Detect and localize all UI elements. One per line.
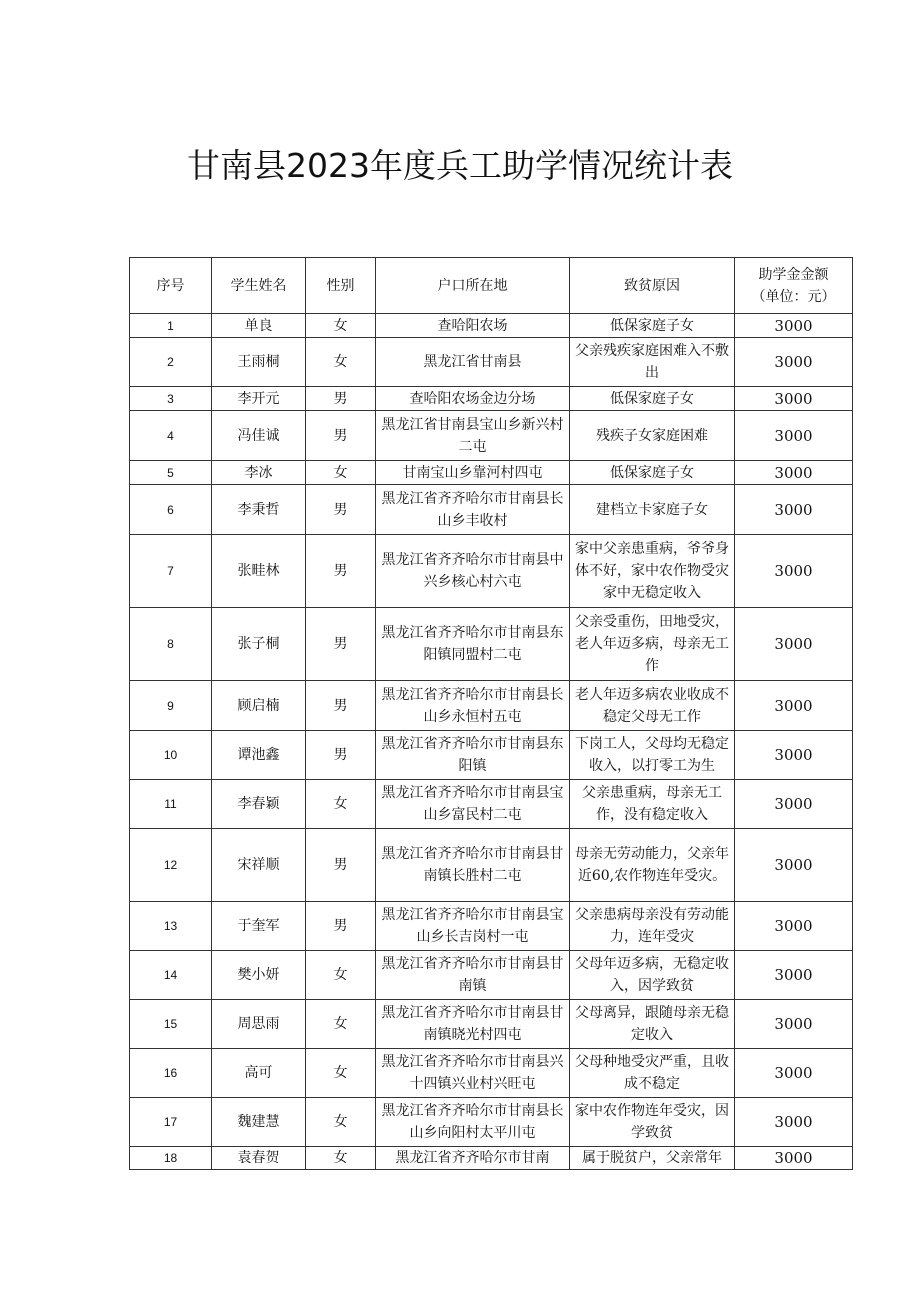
table-row	[130, 1049, 853, 1098]
row-seq: 2	[130, 338, 212, 387]
row-amount: 3000	[735, 461, 853, 485]
row-amount: 3000	[735, 829, 853, 902]
row-poverty-reason: 建档立卡家庭子女	[570, 485, 735, 535]
row-address: 黑龙江省齐齐哈尔市甘南	[376, 1147, 570, 1170]
row-amount: 3000	[735, 1147, 853, 1170]
row-address: 黑龙江省齐齐哈尔市甘南县长山乡永恒村五屯	[376, 681, 570, 731]
row-amount: 3000	[735, 535, 853, 608]
row-student-name: 李秉哲	[212, 485, 306, 535]
table-row	[130, 780, 853, 829]
row-student-name: 王雨桐	[212, 338, 306, 387]
row-address: 黑龙江省甘南县	[376, 338, 570, 387]
row-address: 查哈阳农场	[376, 314, 570, 338]
row-amount: 3000	[735, 1049, 853, 1098]
row-gender: 男	[306, 608, 376, 681]
row-gender: 女	[306, 461, 376, 485]
row-poverty-reason: 父母年迈多病，无稳定收入，因学致贫	[570, 951, 735, 1000]
row-amount: 3000	[735, 314, 853, 338]
table-row	[130, 1147, 853, 1170]
table-row	[130, 535, 853, 608]
row-student-name: 李冰	[212, 461, 306, 485]
row-gender: 男	[306, 731, 376, 780]
header-amount-line2: （单位：元）	[751, 288, 836, 305]
row-seq: 3	[130, 387, 212, 411]
row-amount: 3000	[735, 608, 853, 681]
header-reason: 致贫原因	[570, 258, 735, 314]
row-gender: 男	[306, 829, 376, 902]
table-row	[130, 829, 853, 902]
row-poverty-reason: 低保家庭子女	[570, 387, 735, 411]
row-poverty-reason: 残疾子女家庭困难	[570, 411, 735, 461]
row-seq: 6	[130, 485, 212, 535]
row-gender: 男	[306, 681, 376, 731]
row-student-name: 袁春贺	[212, 1147, 306, 1170]
row-seq: 10	[130, 731, 212, 780]
row-poverty-reason: 父母离异，跟随母亲无稳定收入	[570, 1000, 735, 1049]
row-gender: 男	[306, 411, 376, 461]
row-address: 黑龙江省齐齐哈尔市甘南县长山乡向阳村太平川屯	[376, 1098, 570, 1147]
row-seq: 8	[130, 608, 212, 681]
row-student-name: 高可	[212, 1049, 306, 1098]
row-student-name: 于奎军	[212, 902, 306, 951]
row-student-name: 宋祥顺	[212, 829, 306, 902]
stats-table	[129, 257, 853, 1170]
row-poverty-reason: 低保家庭子女	[570, 461, 735, 485]
row-seq: 11	[130, 780, 212, 829]
row-poverty-reason: 家中父亲患重病，爷爷身体不好，家中农作物受灾家中无稳定收入	[570, 535, 735, 608]
table-row	[130, 731, 853, 780]
row-student-name: 谭池鑫	[212, 731, 306, 780]
header-gender: 性别	[306, 258, 376, 314]
row-amount: 3000	[735, 411, 853, 461]
row-gender: 女	[306, 951, 376, 1000]
row-student-name: 张子桐	[212, 608, 306, 681]
row-seq: 18	[130, 1147, 212, 1170]
row-poverty-reason: 属于脱贫户，父亲常年	[570, 1147, 735, 1170]
row-amount: 3000	[735, 951, 853, 1000]
row-gender: 女	[306, 1000, 376, 1049]
row-gender: 男	[306, 535, 376, 608]
row-seq: 16	[130, 1049, 212, 1098]
row-gender: 女	[306, 1098, 376, 1147]
row-gender: 男	[306, 387, 376, 411]
row-gender: 女	[306, 1049, 376, 1098]
header-amount-line1: 助学金金额	[758, 266, 829, 283]
row-amount: 3000	[735, 681, 853, 731]
row-poverty-reason: 低保家庭子女	[570, 314, 735, 338]
row-amount: 3000	[735, 1000, 853, 1049]
row-student-name: 周思雨	[212, 1000, 306, 1049]
table-row	[130, 1098, 853, 1147]
row-address: 黑龙江省齐齐哈尔市甘南县中兴乡核心村六屯	[376, 535, 570, 608]
row-address: 黑龙江省齐齐哈尔市甘南县宝山乡长吉岗村一屯	[376, 902, 570, 951]
row-seq: 7	[130, 535, 212, 608]
row-seq: 13	[130, 902, 212, 951]
row-seq: 5	[130, 461, 212, 485]
row-poverty-reason: 父亲残疾家庭困难入不敷出	[570, 338, 735, 387]
row-seq: 9	[130, 681, 212, 731]
row-poverty-reason: 父母种地受灾严重，且收成不稳定	[570, 1049, 735, 1098]
row-student-name: 张畦林	[212, 535, 306, 608]
header-address: 户口所在地	[376, 258, 570, 314]
row-gender: 女	[306, 780, 376, 829]
row-address: 黑龙江省齐齐哈尔市甘南县甘南镇晓光村四屯	[376, 1000, 570, 1049]
page-title: 甘南县2023年度兵工助学情况统计表	[187, 146, 733, 185]
row-student-name: 李开元	[212, 387, 306, 411]
row-seq: 1	[130, 314, 212, 338]
row-gender: 男	[306, 902, 376, 951]
table-row	[130, 608, 853, 681]
header-amount	[735, 258, 853, 314]
table-row	[130, 314, 853, 338]
row-poverty-reason: 老人年迈多病农业收成不稳定父母无工作	[570, 681, 735, 731]
row-student-name: 顾启楠	[212, 681, 306, 731]
row-student-name: 李春颖	[212, 780, 306, 829]
row-amount: 3000	[735, 731, 853, 780]
row-amount: 3000	[735, 387, 853, 411]
header-seq: 序号	[130, 258, 212, 314]
row-poverty-reason: 家中农作物连年受灾，因学致贫	[570, 1098, 735, 1147]
row-gender: 男	[306, 485, 376, 535]
row-student-name: 冯佳诚	[212, 411, 306, 461]
row-seq: 15	[130, 1000, 212, 1049]
row-poverty-reason: 下岗工人，父母均无稳定收入，以打零工为生	[570, 731, 735, 780]
row-address: 黑龙江省齐齐哈尔市甘南县甘南镇长胜村二屯	[376, 829, 570, 902]
row-poverty-reason: 父亲患重病，母亲无工作，没有稳定收入	[570, 780, 735, 829]
row-seq: 4	[130, 411, 212, 461]
table-row	[130, 338, 853, 387]
table-row	[130, 951, 853, 1000]
row-amount: 3000	[735, 338, 853, 387]
row-student-name: 魏建慧	[212, 1098, 306, 1147]
row-address: 查哈阳农场金边分场	[376, 387, 570, 411]
row-address: 黑龙江省齐齐哈尔市甘南县甘南镇	[376, 951, 570, 1000]
row-amount: 3000	[735, 780, 853, 829]
table-row	[130, 1000, 853, 1049]
row-address: 黑龙江省甘南县宝山乡新兴村二屯	[376, 411, 570, 461]
row-seq: 12	[130, 829, 212, 902]
table-row	[130, 681, 853, 731]
row-student-name: 单良	[212, 314, 306, 338]
row-gender: 女	[306, 338, 376, 387]
row-address: 黑龙江省齐齐哈尔市甘南县兴十四镇兴业村兴旺屯	[376, 1049, 570, 1098]
row-amount: 3000	[735, 485, 853, 535]
row-seq: 17	[130, 1098, 212, 1147]
row-amount: 3000	[735, 902, 853, 951]
table-row	[130, 902, 853, 951]
row-seq: 14	[130, 951, 212, 1000]
row-address: 黑龙江省齐齐哈尔市甘南县东阳镇同盟村二屯	[376, 608, 570, 681]
table-row	[130, 411, 853, 461]
row-address: 甘南宝山乡靠河村四屯	[376, 461, 570, 485]
row-student-name: 樊小妍	[212, 951, 306, 1000]
row-address: 黑龙江省齐齐哈尔市甘南县长山乡丰收村	[376, 485, 570, 535]
row-poverty-reason: 父亲受重伤，田地受灾，老人年迈多病，母亲无工作	[570, 608, 735, 681]
table-row	[130, 461, 853, 485]
row-poverty-reason: 母亲无劳动能力，父亲年近60,农作物连年受灾。	[570, 829, 735, 902]
table-row	[130, 485, 853, 535]
row-gender: 女	[306, 314, 376, 338]
row-poverty-reason: 父亲患病母亲没有劳动能力，连年受灾	[570, 902, 735, 951]
header-name: 学生姓名	[212, 258, 306, 314]
row-address: 黑龙江省齐齐哈尔市甘南县东阳镇	[376, 731, 570, 780]
table-row	[130, 387, 853, 411]
row-amount: 3000	[735, 1098, 853, 1147]
row-address: 黑龙江省齐齐哈尔市甘南县宝山乡富民村二屯	[376, 780, 570, 829]
row-gender: 女	[306, 1147, 376, 1170]
header-row	[130, 258, 853, 314]
